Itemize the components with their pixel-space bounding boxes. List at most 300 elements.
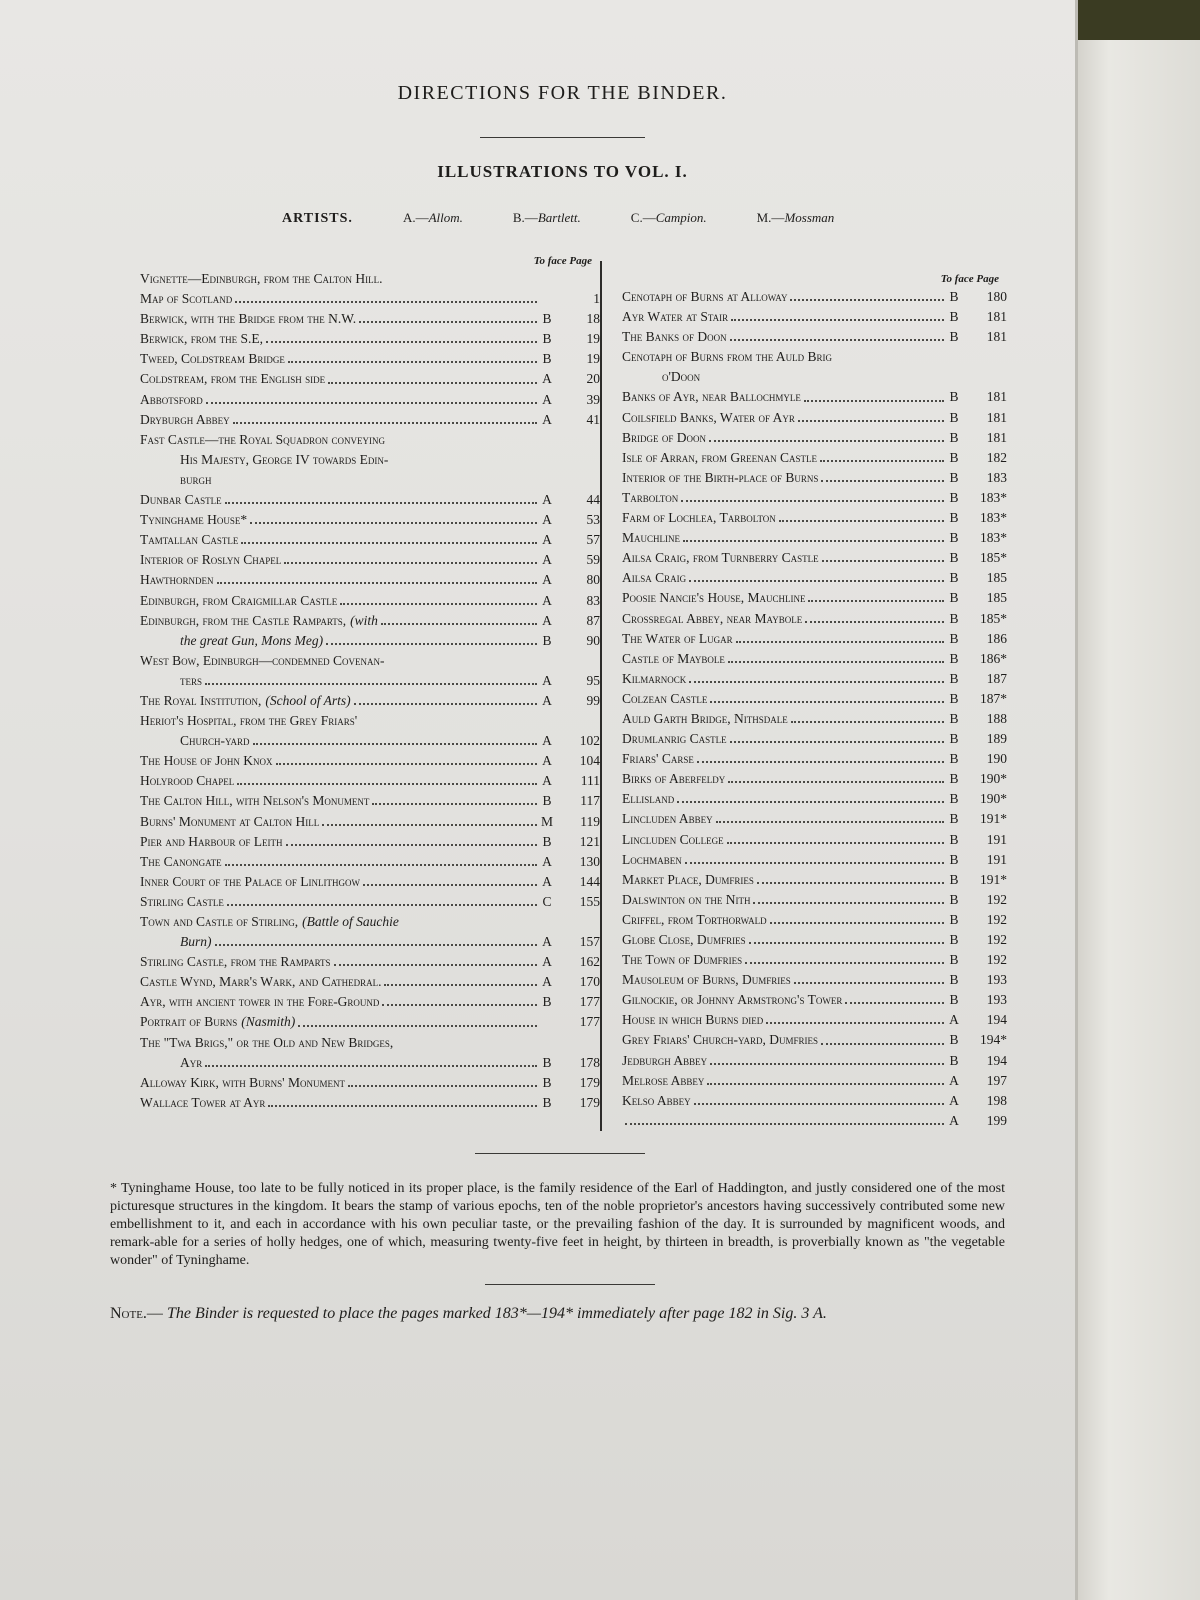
leader-dots <box>689 681 944 683</box>
entry-artist: A <box>949 1012 959 1028</box>
entry-artist: B <box>949 650 959 666</box>
footnote-rule <box>475 1153 645 1154</box>
index-entry <box>622 1010 1007 1030</box>
entry-title: Lincluden Abbey <box>622 811 713 827</box>
entry-page: 162 <box>579 954 600 970</box>
index-entry <box>622 468 1007 488</box>
entry-title: Isle of Arran, from Greenan Castle <box>622 449 818 465</box>
entry-page: 95 <box>586 672 600 688</box>
entry-artist: A <box>542 853 552 869</box>
entry-title: Kilmarnock <box>622 670 687 686</box>
index-entry <box>140 329 600 349</box>
entry-artist: B <box>949 992 959 1008</box>
entry-page: 185* <box>980 550 1007 566</box>
index-entry <box>622 588 1007 608</box>
index-entry <box>140 972 600 992</box>
index-entry <box>622 287 1007 307</box>
entry-page: 20 <box>586 371 600 387</box>
index-entry <box>622 327 1007 347</box>
entry-title: Map of Scotland <box>140 291 233 307</box>
entry-title: West Bow, Edinburgh—condemned Covenan- <box>140 652 385 668</box>
entry-title: Auld Garth Bridge, Nithsdale <box>622 710 788 726</box>
entry-artist: B <box>949 670 959 686</box>
index-entry <box>622 1111 1007 1131</box>
leader-dots <box>225 502 537 504</box>
entry-page: 179 <box>579 1094 600 1110</box>
entry-title: Ailsa Craig <box>622 570 687 586</box>
entry-title: Criffel, from Torthorwald <box>622 911 767 927</box>
entry-artist: A <box>542 391 552 407</box>
entry-title: Lochmaben <box>622 851 682 867</box>
leader-dots <box>250 522 537 524</box>
entry-title: Edinburgh, from the Castle Ramparts, <box>140 612 347 628</box>
left-column <box>110 255 600 1131</box>
entry-page: 87 <box>586 612 600 628</box>
leader-dots <box>625 1123 944 1125</box>
index-entry <box>622 649 1007 669</box>
entry-italic-note: (Nasmith) <box>241 1014 296 1030</box>
leader-dots <box>707 1083 944 1085</box>
entry-title: The Calton Hill, with Nelson's Monument <box>140 793 370 809</box>
index-entry <box>622 1071 1007 1091</box>
leader-dots <box>736 641 944 643</box>
entry-page: 193 <box>986 992 1007 1008</box>
entry-page: 41 <box>586 411 600 427</box>
entry-page: 183* <box>980 489 1007 505</box>
entry-page: 44 <box>586 492 600 508</box>
index-entry <box>622 568 1007 588</box>
index-entry <box>622 1030 1007 1050</box>
entry-page: 18 <box>586 311 600 327</box>
entry-title: Poosie Nancie's House, Mauchline <box>622 590 806 606</box>
leader-dots <box>266 341 537 343</box>
leader-dots <box>322 824 537 826</box>
entry-artist: A <box>542 974 552 990</box>
leader-dots <box>697 761 944 763</box>
entry-artist: B <box>949 851 959 867</box>
entry-page: 193 <box>986 972 1007 988</box>
entry-artist: A <box>542 572 552 588</box>
entry-artist: B <box>949 409 959 425</box>
index-entry <box>622 769 1007 789</box>
entry-page: 179 <box>579 1074 600 1090</box>
entry-page: 178 <box>579 1054 600 1070</box>
index-entry <box>140 812 600 832</box>
entry-title: Mausoleum of Burns, Dumfries <box>622 972 791 988</box>
leader-dots <box>791 721 944 723</box>
leader-dots <box>845 1002 944 1004</box>
leader-dots <box>677 801 944 803</box>
entry-title: Stirling Castle, from the Ramparts <box>140 954 331 970</box>
entry-title: The "Twa Brigs," or the Old and New Bridges, <box>140 1034 394 1050</box>
entry-title: Dryburgh Abbey <box>140 411 230 427</box>
entry-page: 1 <box>593 291 600 307</box>
leader-dots <box>288 361 537 363</box>
index-entry <box>622 689 1007 709</box>
entry-title: The House of John Knox <box>140 753 273 769</box>
entry-artist: B <box>542 1054 552 1070</box>
entry-title: The Town of Dumfries <box>622 952 743 968</box>
leader-dots <box>753 902 944 904</box>
index-entry <box>140 631 600 651</box>
entry-title: Town and Castle of Stirling, <box>140 914 299 929</box>
entry-page: 199 <box>986 1112 1007 1128</box>
entry-artist: A <box>542 954 552 970</box>
index-entry <box>140 731 600 751</box>
leader-dots <box>363 884 537 886</box>
entry-title: Ayr <box>180 1054 203 1070</box>
leader-dots <box>822 560 944 562</box>
index-entry <box>140 591 600 611</box>
leader-dots <box>206 402 537 404</box>
face-page-header-left: To face Page <box>533 255 592 267</box>
index-entry <box>140 912 600 932</box>
entry-title: Coilsfield Banks, Water of Ayr <box>622 409 795 425</box>
entry-page: 182 <box>986 449 1007 465</box>
index-entry <box>140 852 600 872</box>
leader-dots <box>727 842 944 844</box>
leader-dots <box>805 621 944 623</box>
entry-artist: A <box>542 612 552 628</box>
leader-dots <box>681 500 944 502</box>
index-entry <box>140 510 600 530</box>
note-rule <box>485 1284 655 1285</box>
entry-page: 190* <box>980 771 1007 787</box>
entry-artist: B <box>949 590 959 606</box>
leader-dots <box>709 440 944 442</box>
entry-title: Tweed, Coldstream Bridge <box>140 351 285 367</box>
leader-dots <box>326 643 537 645</box>
leader-dots <box>217 582 537 584</box>
index-entry <box>140 751 600 771</box>
index-entry <box>140 791 600 811</box>
entry-title: Ayr, with ancient tower in the Fore-Ground <box>140 994 380 1010</box>
entry-title: Fast Castle—the Royal Squadron conveying <box>140 431 386 447</box>
leader-dots <box>253 743 537 745</box>
index-entry <box>140 1073 600 1093</box>
entry-title: Globe Close, Dumfries <box>622 932 746 947</box>
entry-title: ters <box>180 672 203 688</box>
index-entry <box>140 1012 600 1032</box>
index-entry <box>622 830 1007 850</box>
index-entry <box>140 390 600 410</box>
leader-dots <box>821 480 944 482</box>
entry-artist: B <box>949 690 959 706</box>
entry-italic-note: (Battle of Sauchie <box>302 914 399 929</box>
entry-title: Interior of the Birth-place of Burns <box>622 469 819 485</box>
entry-page: 119 <box>580 813 600 829</box>
entry-artist: A <box>542 672 552 688</box>
entry-artist: A <box>542 592 552 608</box>
entry-title: Birks of Aberfeldy <box>622 771 726 787</box>
index-entry <box>622 367 1007 387</box>
illustration-index <box>110 255 1015 1131</box>
leader-dots <box>779 520 944 522</box>
leader-dots <box>225 864 537 866</box>
entry-page: 190* <box>980 791 1007 807</box>
entry-page: 181 <box>986 429 1007 445</box>
artists-label: ARTISTS. <box>282 211 353 226</box>
index-entry <box>622 950 1007 970</box>
face-page-header-right: To face Page <box>940 273 999 285</box>
index-entry <box>622 609 1007 629</box>
leader-dots <box>205 1065 537 1067</box>
entry-title: The Water of Lugar <box>622 630 733 646</box>
index-entry <box>622 729 1007 749</box>
index-entry <box>622 548 1007 568</box>
index-entry <box>140 550 600 570</box>
leader-dots <box>730 741 944 743</box>
index-entry <box>140 952 600 972</box>
entry-page: 90 <box>586 632 600 648</box>
entry-title: Interior of Roslyn Chapel <box>140 552 282 568</box>
entry-page: 80 <box>586 572 600 588</box>
index-entry <box>622 970 1007 990</box>
index-entry <box>622 428 1007 448</box>
leader-dots <box>770 922 944 924</box>
leader-dots <box>237 783 537 785</box>
leader-dots <box>328 382 537 384</box>
leader-dots <box>284 562 537 564</box>
entry-page: 194* <box>980 1032 1007 1048</box>
entry-artist: A <box>542 411 552 427</box>
entry-page: 59 <box>586 552 600 568</box>
entry-title: The Banks of Doon <box>622 329 727 345</box>
leader-dots <box>694 1103 944 1105</box>
entry-artist: B <box>949 1052 959 1068</box>
entry-title: Dunbar Castle <box>140 492 222 508</box>
leader-dots <box>384 984 537 986</box>
entry-artist: B <box>949 710 959 726</box>
entry-artist: B <box>949 429 959 445</box>
entry-page: 186 <box>986 630 1007 646</box>
entry-page: 170 <box>579 974 600 990</box>
entry-artist: B <box>949 449 959 465</box>
entry-artist: B <box>542 1094 552 1110</box>
entry-page: 192 <box>986 932 1007 947</box>
entry-artist: B <box>949 871 959 887</box>
entry-title: Drumlanrig Castle <box>622 731 727 747</box>
entry-artist: B <box>949 530 959 546</box>
entry-page: 181 <box>986 329 1007 345</box>
entry-page: 185 <box>986 590 1007 606</box>
leader-dots <box>268 1105 537 1107</box>
leader-dots <box>235 301 537 303</box>
leader-dots <box>372 803 537 805</box>
index-entry <box>140 530 600 550</box>
entry-page: 177 <box>579 1014 600 1030</box>
index-entry <box>622 850 1007 870</box>
entry-page: 83 <box>586 592 600 608</box>
entry-artist: B <box>949 811 959 827</box>
leader-dots <box>804 400 944 402</box>
entry-title: Lincluden College <box>622 831 724 847</box>
entry-title: Heriot's Hospital, from the Grey Friars' <box>140 713 358 729</box>
entry-title: Tyninghame House* <box>140 512 248 528</box>
entry-page: 191 <box>986 831 1007 847</box>
entry-title: Inner Court of the Palace of Linlithgow <box>140 873 360 889</box>
leader-dots <box>790 299 944 301</box>
entry-title: The Canongate <box>140 853 222 869</box>
entry-artist: A <box>542 873 552 889</box>
entry-artist: A <box>542 753 552 769</box>
leader-dots <box>286 844 537 846</box>
index-entry <box>140 1033 600 1053</box>
entry-artist: B <box>949 791 959 807</box>
entry-page: 117 <box>580 793 600 809</box>
index-entry <box>140 289 600 309</box>
entry-title: Ailsa Craig, from Turnberry Castle <box>622 550 819 566</box>
footnote: * Tyninghame House, too late to be fully noticed in its proper place, is the family residence of the Earl of Haddington, and justly considered one of the most picturesque structures in the kingdom. It bears the stamp of various epochs, ten of the noble proprietor's ancestors having successively contributed some new embellishment to it, and each in accordance with his own peculiar taste, or the prevailing fashion of the day. It is surrounded by magnificent woods, and remark-able for a series of holly hedges, one of which, measuring twenty-five feet in height, by thirteen in breadth, is proverbially known as "the vegetable wonder" of Tyninghame. <box>110 1181 1005 1268</box>
entry-artist: B <box>949 1032 959 1048</box>
index-entry <box>140 832 600 852</box>
page-subtitle: ILLUSTRATIONS TO VOL. I. <box>437 162 688 181</box>
entry-page: 111 <box>580 773 600 789</box>
note-text: The Binder is requested to place the pages marked 183*—194* immediately after page 182 in Sig. 3 A. <box>166 1305 827 1322</box>
entry-page: 183* <box>980 510 1007 526</box>
leader-dots <box>731 319 944 321</box>
leader-dots <box>298 1025 537 1027</box>
artist-bartlett: B.—Bartlett. <box>512 210 581 225</box>
index-entry <box>140 570 600 590</box>
entry-title: Berwick, with the Bridge from the N.W. <box>140 311 357 327</box>
entry-title: Stirling Castle <box>140 893 224 909</box>
entry-title: Castle of Maybole <box>622 650 725 666</box>
entry-page: 104 <box>579 753 600 769</box>
leader-dots <box>683 540 944 542</box>
entry-title: Wallace Tower at Ayr <box>140 1094 266 1110</box>
index-entry <box>140 430 600 450</box>
index-entry <box>622 528 1007 548</box>
entry-page: 157 <box>579 934 600 950</box>
entry-page: 130 <box>579 853 600 869</box>
index-entry <box>622 1091 1007 1111</box>
index-entry <box>622 870 1007 890</box>
index-entry <box>140 992 600 1012</box>
entry-artist: B <box>542 351 552 367</box>
entry-title: Burns' Monument at Calton Hill <box>140 813 320 829</box>
entry-page: 185 <box>986 570 1007 586</box>
entry-artist: B <box>542 331 552 347</box>
entry-artist: B <box>949 570 959 586</box>
entry-artist: M <box>540 813 553 829</box>
entry-page: 19 <box>586 331 600 347</box>
index-entry <box>622 890 1007 910</box>
entry-artist: B <box>949 550 959 566</box>
entry-page: 189 <box>986 731 1007 747</box>
entry-title: Melrose Abbey <box>622 1072 705 1088</box>
entry-italic-note: (with <box>350 612 378 628</box>
entry-artist: A <box>542 773 552 789</box>
entry-page: 192 <box>986 952 1007 968</box>
entry-page: 155 <box>579 893 600 909</box>
entry-title: Jedburgh Abbey <box>622 1052 708 1068</box>
entry-title: Tarbolton <box>622 489 679 505</box>
entry-artist: B <box>949 630 959 646</box>
entry-page: 185* <box>980 610 1007 626</box>
entry-artist: B <box>949 389 959 405</box>
entry-page: 102 <box>579 733 600 749</box>
entry-artist: B <box>949 932 959 947</box>
index-entry <box>140 349 600 369</box>
leader-dots <box>348 1085 537 1087</box>
entry-title: Mauchline <box>622 530 680 546</box>
entry-title: o'Doon <box>662 369 701 385</box>
right-column <box>602 255 1007 1131</box>
entry-page: 183 <box>986 469 1007 485</box>
entry-page: 181 <box>986 389 1007 405</box>
entry-artist: B <box>949 972 959 988</box>
entry-title: Pier and Harbour of Leith <box>140 833 283 849</box>
entry-artist: A <box>542 512 552 528</box>
entry-artist: A <box>542 371 552 387</box>
entry-title: Alloway Kirk, with Burns' Monument <box>140 1074 345 1090</box>
leader-dots <box>340 603 537 605</box>
entry-artist: B <box>542 632 552 648</box>
index-entry <box>622 809 1007 829</box>
entry-page: 57 <box>586 532 600 548</box>
leader-dots <box>382 1004 537 1006</box>
entry-artist: B <box>949 751 959 767</box>
index-entry <box>622 990 1007 1010</box>
entry-page: 192 <box>986 911 1007 927</box>
leader-dots <box>276 763 538 765</box>
entry-title: burgh <box>180 471 212 487</box>
entry-artist: B <box>949 489 959 505</box>
index-entry <box>622 1051 1007 1071</box>
entry-artist: C <box>542 893 552 909</box>
index-entry <box>140 1053 600 1073</box>
entry-title: Cenotaph of Burns at Alloway <box>622 289 788 304</box>
index-entry <box>140 309 600 329</box>
entry-artist: A <box>542 692 552 708</box>
entry-artist: A <box>949 1072 959 1088</box>
index-entry <box>140 711 600 731</box>
index-entry <box>140 932 600 952</box>
entry-page: 121 <box>579 833 600 849</box>
entry-page: 39 <box>586 391 600 407</box>
entry-italic-note: (School of Arts) <box>265 692 351 708</box>
leader-dots <box>808 600 944 602</box>
leader-dots <box>728 661 944 663</box>
leader-dots <box>241 542 537 544</box>
leader-dots <box>710 1063 944 1065</box>
index-entry <box>622 508 1007 528</box>
entry-artist: A <box>542 934 552 950</box>
leader-dots <box>745 962 944 964</box>
entry-artist: B <box>949 891 959 907</box>
leader-dots <box>215 944 538 946</box>
entry-title: Abbotsford <box>140 391 203 407</box>
entry-artist: A <box>542 532 552 548</box>
leader-dots <box>757 882 944 884</box>
entry-page: 192 <box>986 891 1007 907</box>
entry-artist: B <box>949 731 959 747</box>
entry-artist: B <box>949 329 959 345</box>
entry-artist: A <box>949 1092 959 1108</box>
entry-page: 177 <box>579 994 600 1010</box>
index-entry <box>140 470 600 490</box>
entry-artist: B <box>542 833 552 849</box>
entry-title: Market Place, Dumfries <box>622 871 754 887</box>
entry-artist: B <box>949 831 959 847</box>
facing-page <box>1070 0 1200 1600</box>
entry-artist: A <box>949 1112 959 1128</box>
leader-dots <box>381 623 537 625</box>
index-entry <box>622 408 1007 428</box>
entry-title: Grey Friars' Church-yard, Dumfries <box>622 1032 818 1048</box>
entry-title: Vignette—Edinburgh, from the Calton Hill. <box>140 271 383 286</box>
